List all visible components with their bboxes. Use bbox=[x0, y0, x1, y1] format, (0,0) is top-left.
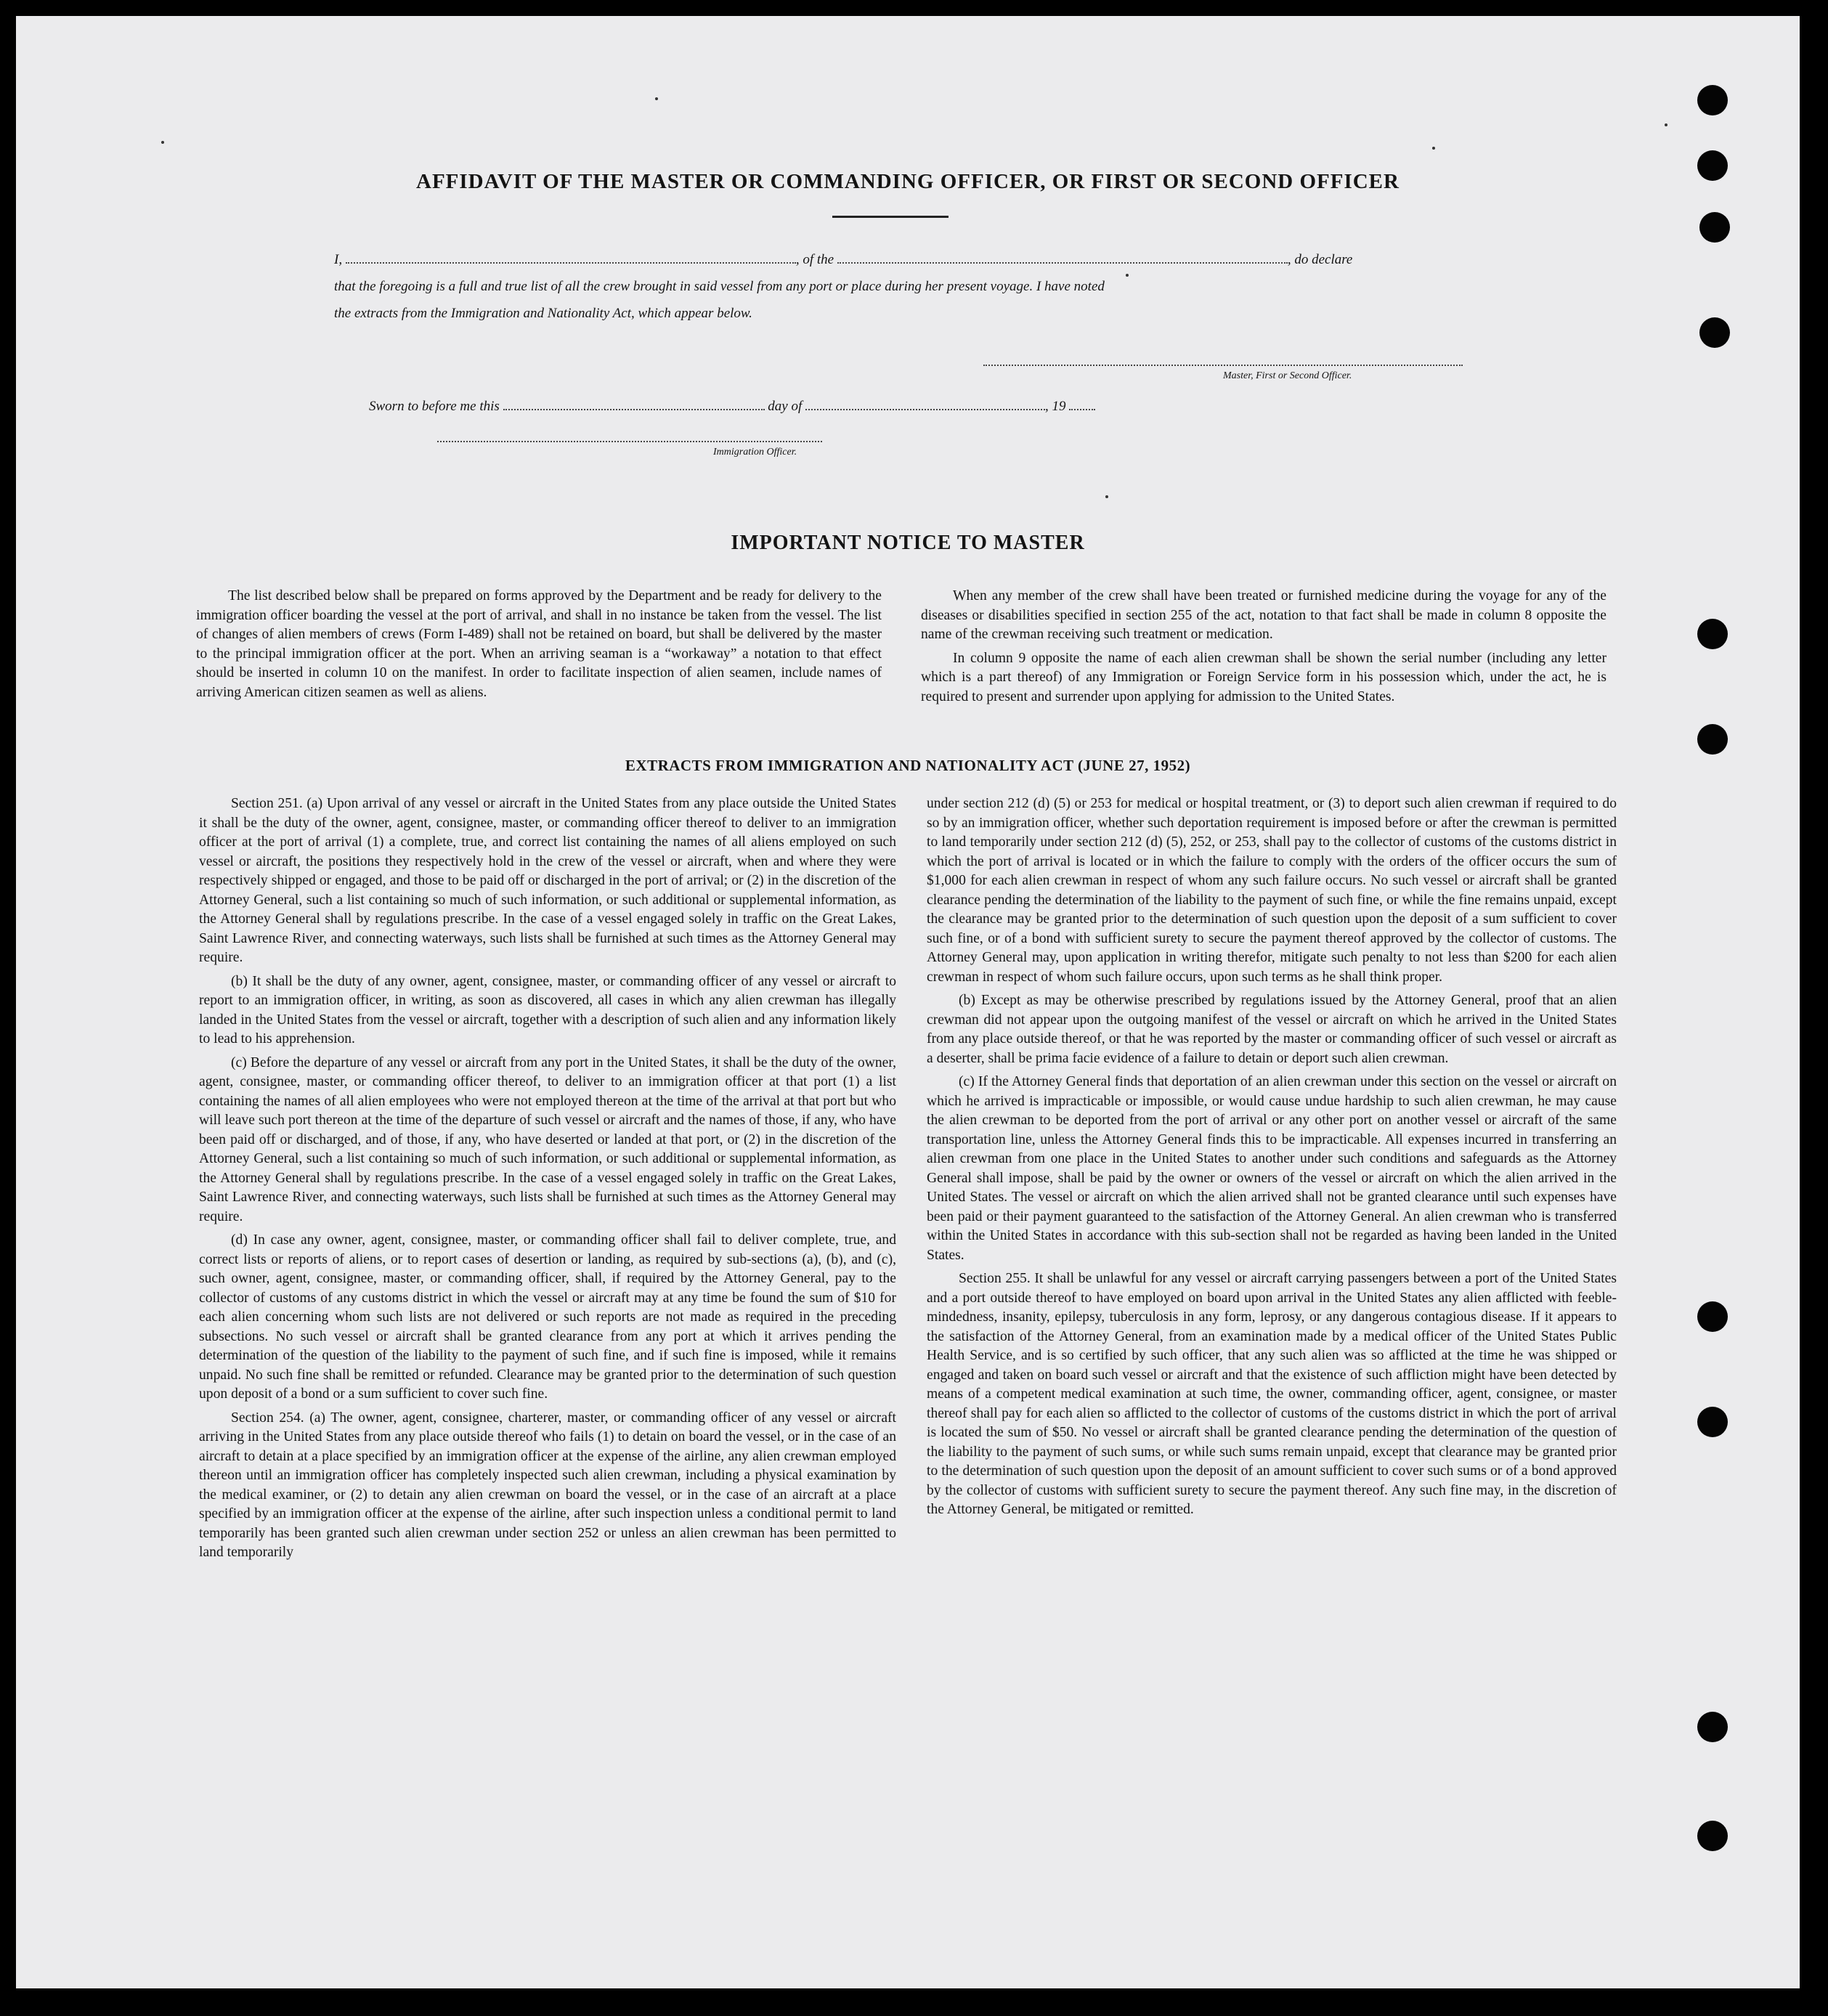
section-paragraph: (d) In case any owner, agent, consignee, master, or commanding officer shall fail to deliver complete, true, and correct lists or reports of aliens, or to report cases of desertion or landing, as required by sub-sections (a), (b), and (c), such owner, agent, consignee, master, or commanding officer, shall, if required by the Attorney General, pay to the collector of customs of any customs district in which the vessel or aircraft may at any time be found the sum of $10 for each alien concerning whom such lists are not delivered or such reports are not made as required in the preceding subsections. No such vessel or aircraft shall be granted clearance from any port at which it arrives pending the determination of the question of the liability to the payment of such fine, and if such fine is imposed, while it remains unpaid. No such fine shall be remitted or refunded. Clearance may be granted prior to the determination of such question upon deposit of a bond or a sum sufficient to cover such fine. bbox=[199, 1232, 896, 1402]
punch-hole bbox=[1697, 1301, 1728, 1332]
document-page bbox=[16, 16, 1800, 1988]
section-paragraph: (c) Before the departure of any vessel or aircraft from any port in the United States, it shall be the duty of the owner, agent, consignee, master, or commanding officer thereof, to deliver to an immigration officer at that port (1) a list containing the names of all alien employees who were not employed thereon at the time of the arrival at that port but who will leave such port thereon at the time of the departure of such vessel or aircraft and the names of those, if any, who have been paid off or discharged, and of those, if any, who have deserted or landed at that port, or (2) in the discretion of the Attorney General, such a list containing so much of such information, or such additional or supplemental information, as the Attorney General shall by regulations prescribe. In the case of a vessel engaged solely in traffic on the Great Lakes, Saint Lawrence River, and connecting waterways, such lists shall be furnished at such times as the Attorney General may require. bbox=[199, 1054, 896, 1224]
punch-hole bbox=[1699, 317, 1730, 348]
declaration-of-the: , of the bbox=[795, 252, 834, 267]
notice-paragraph: In column 9 opposite the name of each alien crewman shall be shown the serial number (including any letter which is a part thereof) of any Immigration or Foreign Service form in his possession which, under the act, he is required to present and surrender upon applying for admission to the United States. bbox=[921, 650, 1606, 704]
title-rule bbox=[832, 216, 948, 218]
notice-paragraph: When any member of the crew shall have been treated or furnished medicine during the voyage for any of the diseases or disabilities specified in section 255 of the act, notation to that fact shall be made in column 8 opposite the name of the crewman receiving such treatment or medication. bbox=[921, 588, 1606, 642]
affidavit-title: AFFIDAVIT OF THE MASTER OR COMMANDING OFFICER, OR FIRST OR SECOND OFFICER bbox=[416, 170, 1400, 193]
punch-hole bbox=[1697, 724, 1728, 755]
declaration-line-1 bbox=[334, 247, 1467, 273]
master-signature-line[interactable] bbox=[983, 365, 1463, 366]
notice-left-column bbox=[196, 587, 882, 707]
sworn-line bbox=[369, 394, 1502, 420]
notice-paragraph: The list described below shall be prepared on forms approved by the Department and be ready for delivery to the immigration officer boarding the vessel at the port of arrival, and shall in no instance be taken from the vessel. The list of changes of alien members of crews (Form I-489) shall not be retained on board, but shall be delivered by the master to the principal immigration officer at the port. When an arriving seaman is a “workaway” a notation to that effect should be inserted in column 10 on the manifest. In order to facilitate inspection of alien seamen, include names of arriving American citizen seamen as well as aliens. bbox=[196, 588, 882, 700]
section-paragraph: under section 212 (d) (5) or 253 for medical or hospital treatment, or (3) to deport such alien crewman if required to do so by an immigration officer, whether such deportation requirement is imposed before or after the crewman is permitted to land temporarily under section 212 (d) (5), 252, or 253, shall pay to the collector of customs of the customs district in which the port of arrival is located or in which the failure to comply with the orders of the officer occurs the sum of $1,000 for each alien crewman in respect of whom any such failure occurs. No such vessel or aircraft shall be granted clearance pending the determination of the liability to the payment of such fine, or while the fine remains unpaid, except the clearance may be granted prior to the determination of such question upon the deposit of a sum sufficient to cover such fine, or of a bond with sufficient surety to secure the payment thereof approved by the collector of customs. The Attorney General may, upon application in writing therefor, mitigate such penalty to not less than $200 for each alien crewman in respect of whom such failure occurs, upon such terms as he shall think proper. bbox=[927, 796, 1617, 985]
declaration-line-2: that the foregoing is a full and true list of all the crew brought in said vessel from any port or place during her present voyage. I have noted bbox=[334, 279, 1105, 294]
notice-right-column bbox=[921, 587, 1606, 711]
punch-hole bbox=[1697, 619, 1728, 649]
sworn-month-blank[interactable] bbox=[805, 394, 1045, 410]
officer-label: Immigration Officer. bbox=[713, 447, 797, 458]
master-label: Master, First or Second Officer. bbox=[1223, 370, 1352, 381]
sworn-day-blank[interactable] bbox=[503, 394, 765, 410]
section-paragraph: Section 255. It shall be unlawful for any vessel or aircraft carrying passengers between a port of the United States and a port outside thereof to have employed on board upon arrival in the United States any alien afflicted with feeble-mindedness, insanity, epilepsy, tuberculosis in any form, leprosy, or any dangerous contagious disease. If it appears to the satisfaction of the Attorney General, from an examination made by a medical officer of the United States Public Health Service, and is so certified by such officer, that any such alien was so afflicted at the time he was shipped or engaged and taken on board such vessel or aircraft and that the existence of such affliction might have been detected by means of a competent medical examination at such time, the owner, commanding officer, agent, consignee, or master thereof shall pay for each alien so afflicted to the collector of customs of the customs district in which the port of arrival is located the sum of $50. No vessel or aircraft shall be granted clearance pending the determination of the question of the liability to the payment of such sums, or while such sums remain unpaid, except that clearance may be granted prior to the determination of such question upon the deposit of an amount sufficient to cover such sums or of a bond approved by the collector of customs with sufficient surety to secure the payment thereof. Any such fine may, in the discretion of the Attorney General, be mitigated or remitted. bbox=[927, 1271, 1617, 1517]
year-prefix: , 19 bbox=[1045, 399, 1066, 414]
section-paragraph: (c) If the Attorney General finds that deportation of an alien crewman under this section on the vessel or aircraft on which he arrived is impracticable or impossible, or would cause undue hardship to such alien crewman, he may cause the alien crewman to be deported from the port of arrival or any other port on another vessel or aircraft of the same transportation line, unless the Attorney General finds this to be impracticable. All expenses incurred in transferring an alien crewman from one place in the United States to another under such conditions and safeguards as the Attorney General shall impose, shall be paid by the owner or owners of the vessel or aircraft on which the alien arrived in the United States. The vessel or aircraft on which the alien arrived shall not be granted clearance until such expenses have been paid or their payment guaranteed to the satisfaction of the Attorney General. An alien crewman who is transferred within the United States in accordance with this sub-section shall not be regarded as having been landed in the United States. bbox=[927, 1074, 1617, 1263]
officer-signature-line[interactable] bbox=[437, 441, 822, 442]
punch-hole bbox=[1699, 212, 1730, 243]
extracts-left-column bbox=[199, 794, 896, 1567]
day-of-label: day of bbox=[768, 399, 803, 414]
extracts-right-column bbox=[927, 794, 1617, 1524]
section-paragraph: (b) It shall be the duty of any owner, agent, consignee, master, or commanding officer of any vessel or aircraft to report to an immigration officer, in writing, as soon as discovered, all cases in which any alien crewman has illegally landed in the United States from the vessel or aircraft, together with a description of such alien and any information likely to lead to his apprehension. bbox=[199, 973, 896, 1046]
vessel-blank[interactable] bbox=[837, 248, 1288, 264]
declaration-declare: , do declare bbox=[1287, 252, 1353, 267]
section-paragraph: (b) Except as may be otherwise prescribed by regulations issued by the Attorney General, proof that an alien crewman did not appear upon the outgoing manifest of the vessel or aircraft on which he arrived in the United States from any place outside thereof, or that he was reported by the master or commanding officer of such vessel or aircraft as a deserter, shall be prima facie evidence of a failure to detain or deport such alien crewman. bbox=[927, 993, 1617, 1066]
notice-title: IMPORTANT NOTICE TO MASTER bbox=[731, 532, 1085, 554]
punch-hole bbox=[1697, 1712, 1728, 1742]
section-paragraph: Section 254. (a) The owner, agent, consignee, charterer, master, or commanding officer of any vessel or aircraft arriving in the United States from any place outside thereof who fails (1) to detain on board the vessel, or in the case of an aircraft to detain at a place specified by an immigration officer at the expense of the airline, any alien crewman employed thereon until an immigration officer has completely inspected such alien crewman, including a physical examination by the medical examiner, or (2) to detain any alien crewman on board the vessel, or in the case of an aircraft at a place specified by an immigration officer at the expense of the airline, after such inspection unless a conditional permit to land temporarily has been granted such alien crewman under section 252 or unless an alien crewman has been permitted to land temporarily bbox=[199, 1410, 896, 1560]
punch-hole bbox=[1697, 85, 1728, 115]
declaration-line-3: the extracts from the Immigration and Nationality Act, which appear below. bbox=[334, 306, 752, 321]
declaration-i: I, bbox=[334, 252, 343, 267]
sworn-label: Sworn to before me this bbox=[369, 399, 500, 414]
section-paragraph: Section 251. (a) Upon arrival of any vessel or aircraft in the United States from any place outside the United States it shall be the duty of the owner, agent, consignee, master, or commanding officer thereof to deliver to an immigration officer at the port of arrival (1) a complete, true, and correct list containing the names of all aliens employed on such vessel or aircraft, the positions they respectively hold in the crew of the vessel or aircraft, when and where they were respectively shipped or engaged, and those to be paid off or discharged in the port of arrival; or (2) in the discretion of the Attorney General, such a list containing so much of such information, or such additional or supplemental information, as the Attorney General shall by regulations prescribe. In the case of a vessel engaged solely in traffic on the Great Lakes, Saint Lawrence River, and connecting waterways, such lists shall be furnished at such times as the Attorney General may require. bbox=[199, 796, 896, 965]
punch-hole bbox=[1697, 1407, 1728, 1437]
name-blank[interactable] bbox=[346, 248, 796, 264]
extracts-title: EXTRACTS FROM IMMIGRATION AND NATIONALITY ACT (JUNE 27, 1952) bbox=[625, 757, 1191, 774]
punch-hole bbox=[1697, 1821, 1728, 1851]
sworn-year-blank[interactable] bbox=[1069, 394, 1095, 410]
